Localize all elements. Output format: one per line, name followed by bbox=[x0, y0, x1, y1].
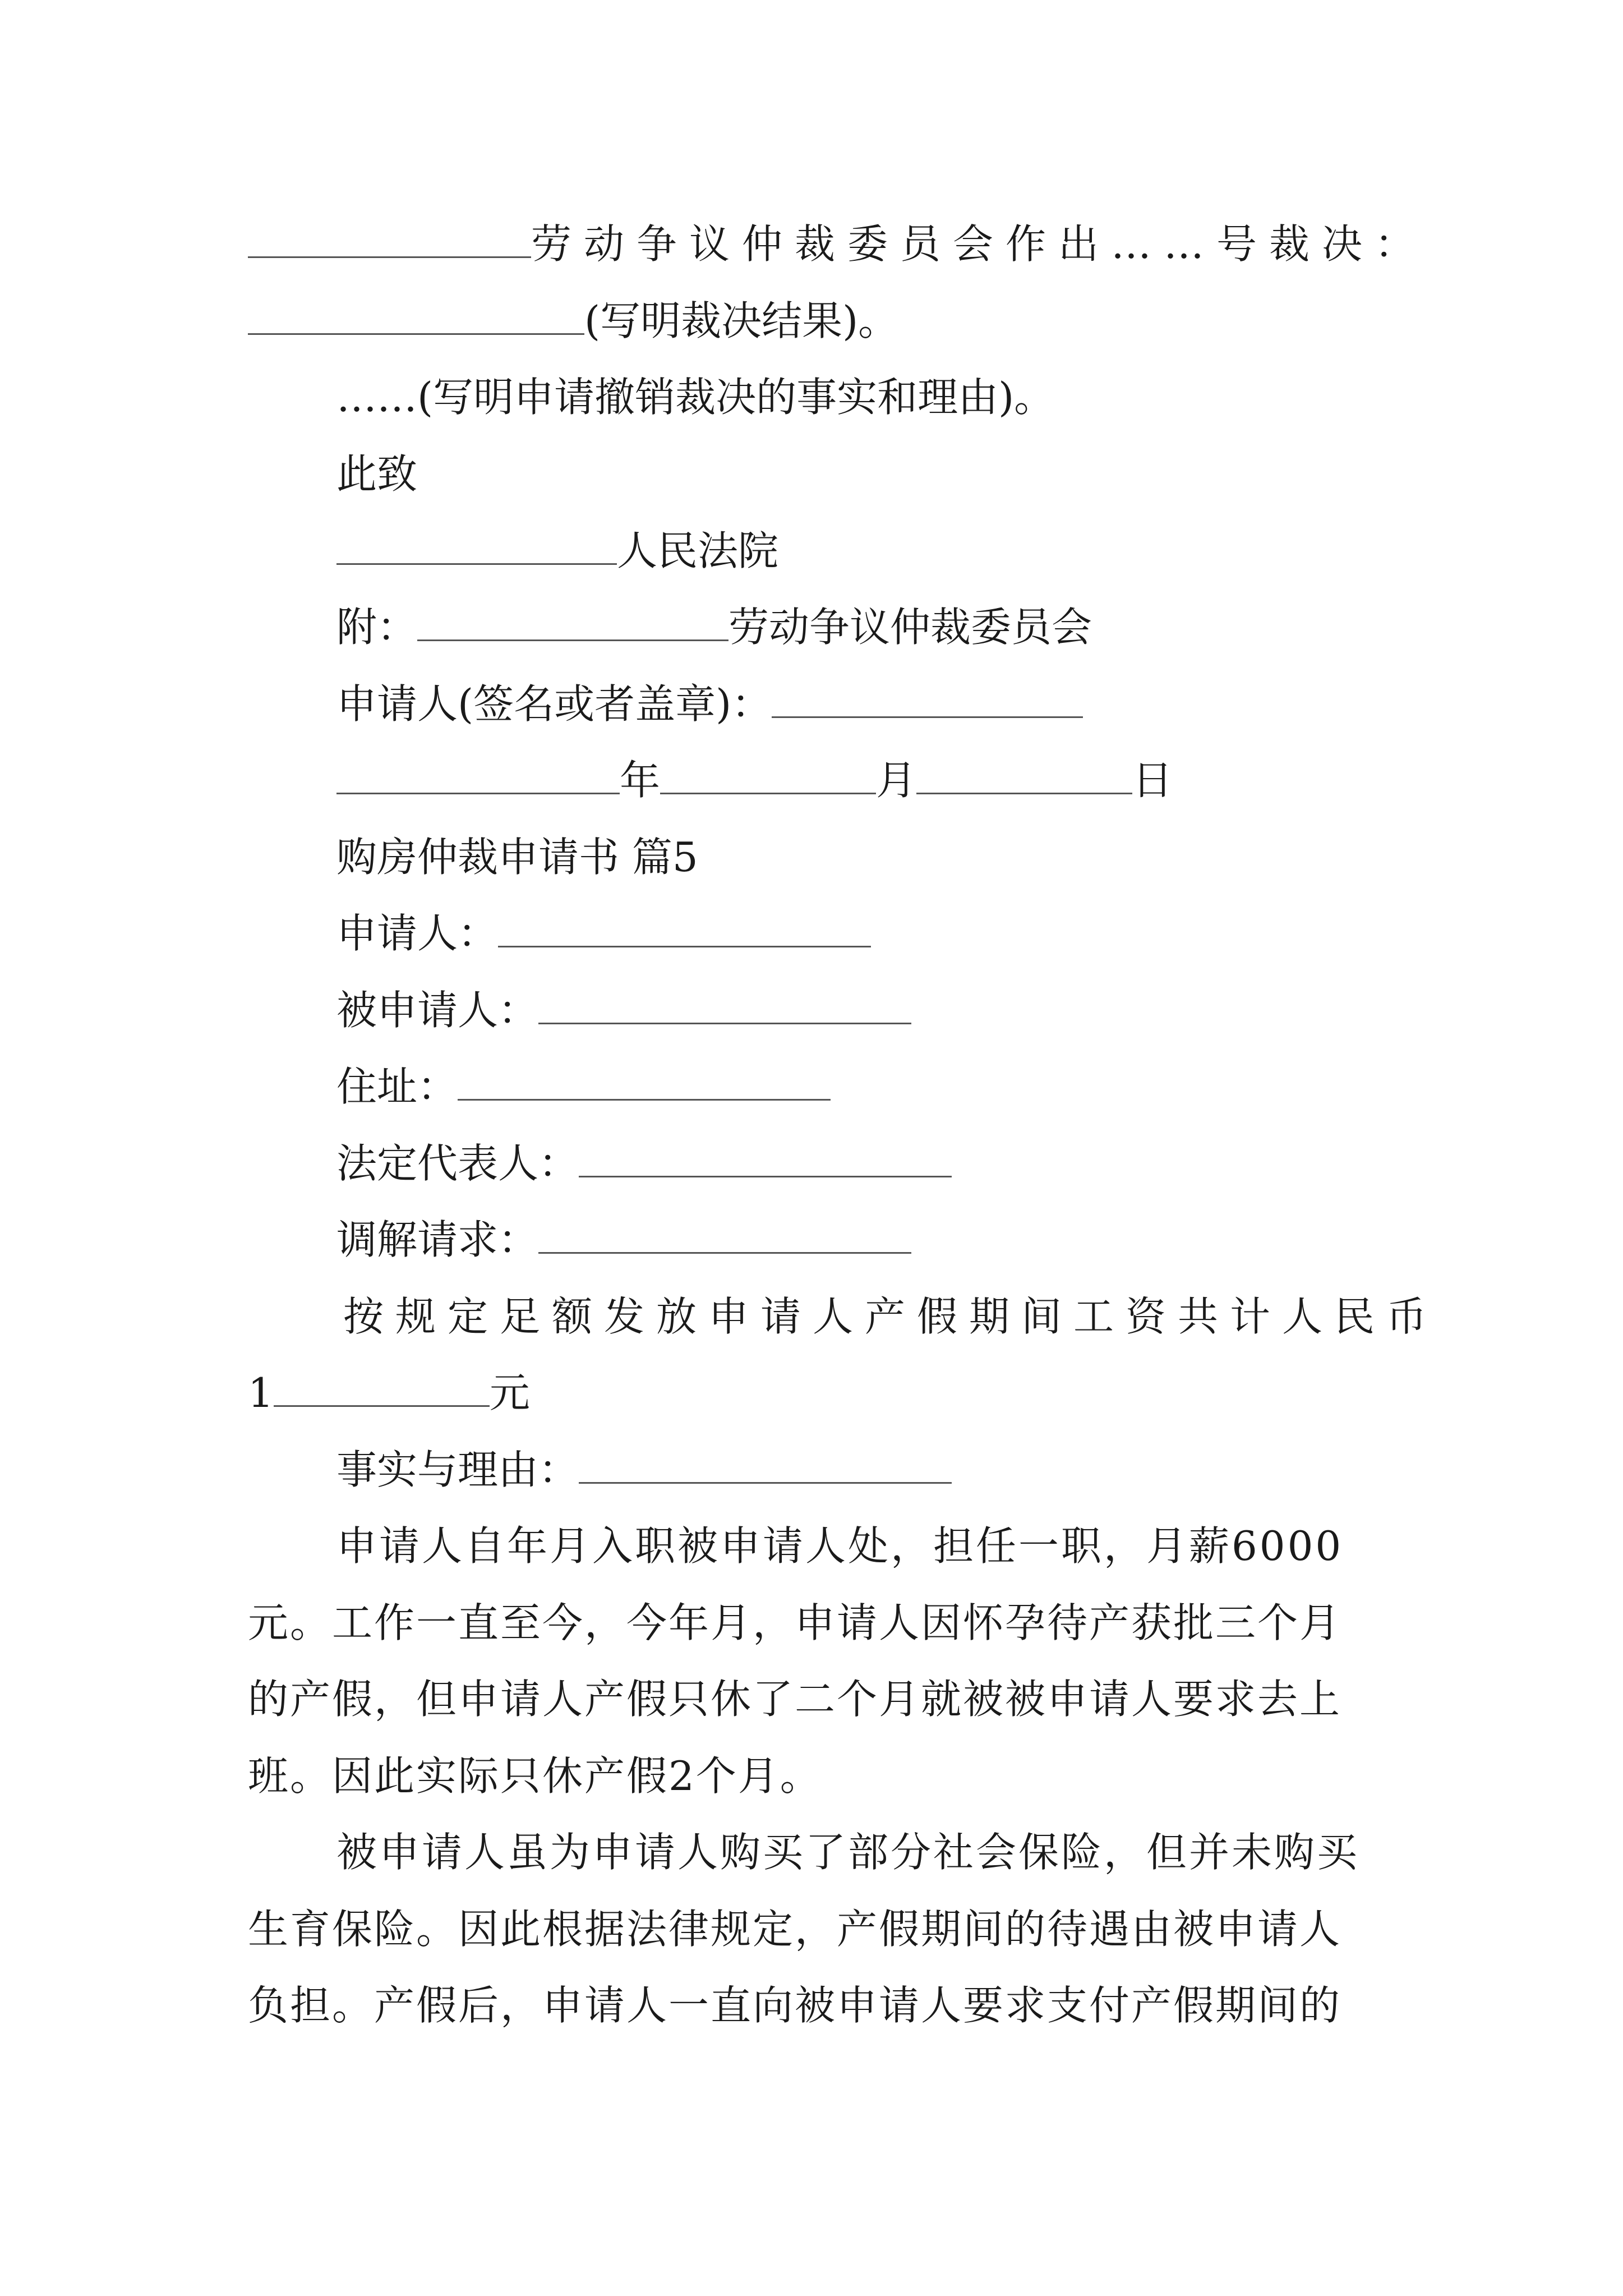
blank-field bbox=[498, 911, 871, 947]
blank-field bbox=[579, 1141, 952, 1177]
salutation-text: 此致 bbox=[336, 450, 418, 498]
reason-line bbox=[336, 369, 1054, 425]
date-year: 年 bbox=[620, 757, 661, 804]
respondent-line bbox=[336, 982, 911, 1038]
reason-text: ……(写明申请撤销裁决的事实和理由)。 bbox=[336, 374, 1055, 421]
paragraph-text: 被申请人虽为申请人购买了部分社会保险，但并未购买 bbox=[336, 1829, 1360, 1876]
respondent-label: 被申请人： bbox=[336, 987, 539, 1034]
blank-field bbox=[274, 1370, 490, 1407]
applicant-signature-line bbox=[336, 676, 1083, 732]
blank-field bbox=[660, 758, 876, 794]
paragraph-line bbox=[248, 1901, 1341, 1957]
date-month: 月 bbox=[876, 757, 917, 804]
blank-field bbox=[458, 1064, 831, 1101]
blank-field bbox=[538, 988, 911, 1024]
paragraph-line bbox=[336, 1824, 1359, 1880]
request-line bbox=[343, 1289, 1438, 1345]
applicant-label: 申请人： bbox=[336, 910, 499, 957]
blank-field bbox=[248, 222, 531, 258]
facts-label: 事实与理由： bbox=[336, 1446, 579, 1493]
facts-line bbox=[336, 1442, 952, 1498]
blank-field bbox=[417, 605, 728, 641]
mediation-request-label: 调解请求： bbox=[336, 1216, 539, 1263]
paragraph-text: 元。工作一直至今，今年月，申请人因怀孕待产获批三个月 bbox=[248, 1599, 1342, 1646]
court-line bbox=[336, 523, 778, 579]
paragraph-line bbox=[336, 1518, 1343, 1574]
paragraph-text: 的产假，但申请人产假只休了二个月就被被申请人要求去上 bbox=[248, 1676, 1342, 1723]
blank-field bbox=[579, 1447, 952, 1484]
award-result-line bbox=[248, 293, 898, 349]
court-text: 人民法院 bbox=[617, 527, 779, 574]
salutation bbox=[336, 446, 417, 502]
request-amount-line bbox=[248, 1365, 530, 1421]
paragraph-line bbox=[248, 1748, 822, 1804]
paragraph-text: 班。因此实际只休产假2个月。 bbox=[248, 1752, 822, 1800]
applicant-signature-label: 申请人(签名或者盖章)： bbox=[336, 680, 772, 728]
blank-field bbox=[248, 298, 584, 335]
award-text: 劳动争议仲裁委员会作出……号裁决： bbox=[531, 220, 1428, 268]
request-prefix: 1 bbox=[248, 1369, 274, 1416]
paragraph-line bbox=[248, 1595, 1341, 1651]
applicant-line bbox=[336, 905, 871, 961]
attachment-text: 劳动争议仲裁委员会 bbox=[728, 604, 1092, 651]
blank-field bbox=[538, 1217, 911, 1254]
address-line bbox=[336, 1059, 831, 1115]
blank-field bbox=[336, 528, 617, 565]
attachment-label: 附： bbox=[336, 604, 418, 651]
date-day: 日 bbox=[1132, 757, 1173, 804]
request-suffix: 元 bbox=[489, 1369, 530, 1416]
mediation-request-line bbox=[336, 1212, 911, 1268]
section-title-text: 购房仲裁申请书 篇5 bbox=[336, 834, 698, 881]
paragraph-text: 负担。产假后，申请人一直向被申请人要求支付产假期间的 bbox=[248, 1982, 1342, 2029]
arbitration-award-line bbox=[248, 216, 1428, 272]
request-text: 按规定足额发放申请人产假期间工资共计人民币 bbox=[343, 1293, 1439, 1340]
blank-field bbox=[916, 758, 1132, 794]
section-title bbox=[336, 829, 698, 885]
paragraph-line bbox=[248, 1671, 1341, 1727]
paragraph-text: 生育保险。因此根据法律规定，产假期间的待遇由被申请人 bbox=[248, 1906, 1342, 1953]
paragraph-line bbox=[248, 1977, 1341, 2033]
paragraph-text: 申请人自年月入职被申请人处，担任一职，月薪6000 bbox=[336, 1522, 1344, 1570]
date-line bbox=[336, 752, 1173, 808]
address-label: 住址： bbox=[336, 1063, 458, 1110]
legal-rep-label: 法定代表人： bbox=[336, 1140, 579, 1187]
attachment-line bbox=[336, 599, 1092, 655]
legal-rep-line bbox=[336, 1135, 952, 1191]
award-result-text: (写明裁决结果)。 bbox=[584, 297, 899, 344]
blank-field bbox=[336, 758, 620, 794]
blank-field bbox=[772, 682, 1083, 718]
